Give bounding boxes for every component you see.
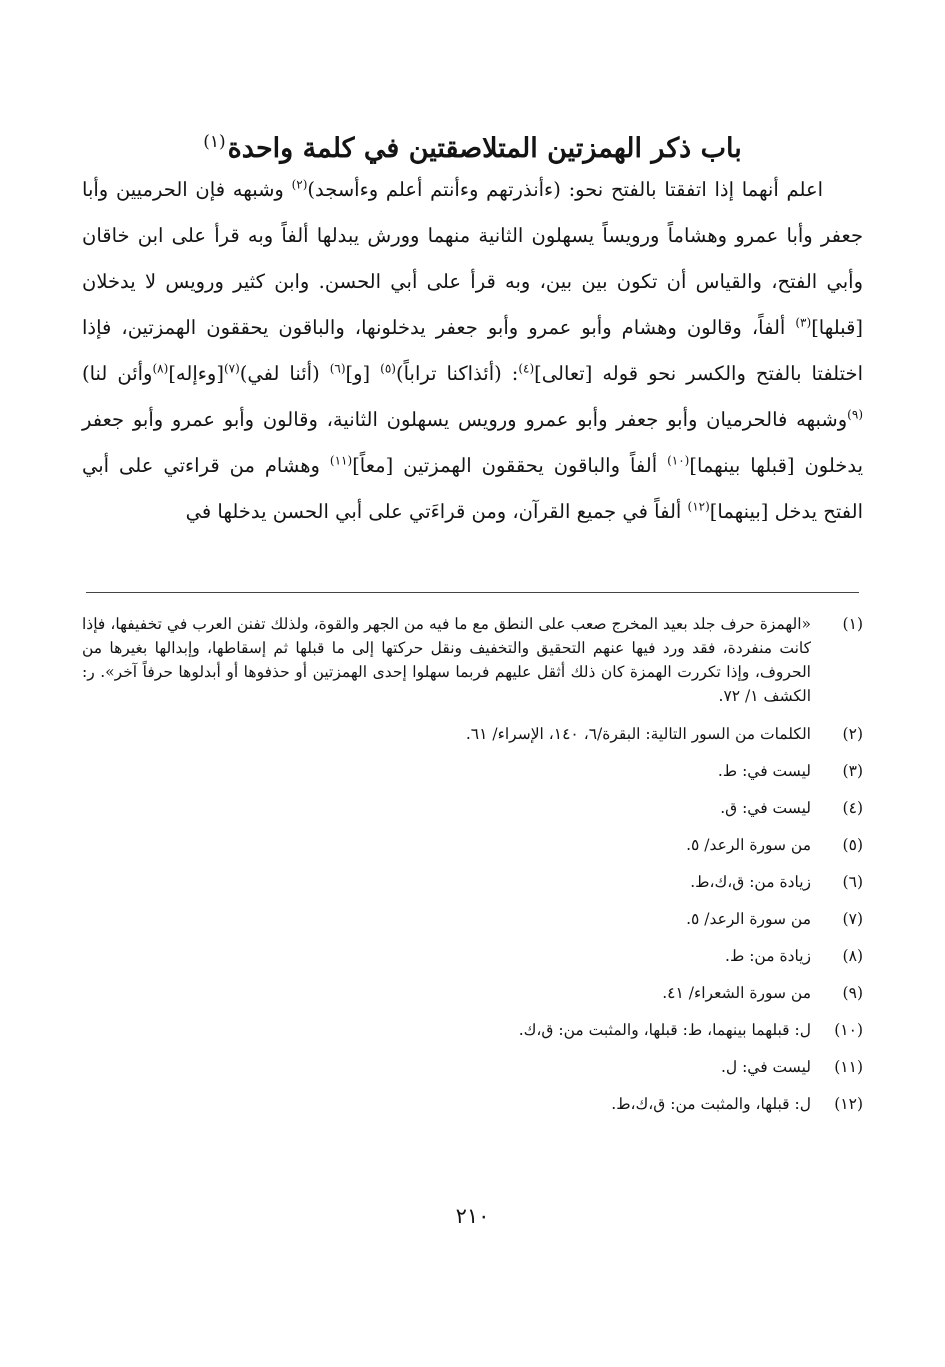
main-paragraph	[82, 167, 863, 535]
footnote-ref: (٤)	[518, 361, 535, 376]
text-segment: وأئن لنا)	[82, 362, 153, 385]
footnote-ref: (٦)	[329, 361, 346, 376]
text-segment: : (أئذاكنا تراباً)	[395, 362, 519, 385]
footnote-ref: (٥)	[380, 361, 396, 376]
footnote-number: (٩)	[842, 984, 863, 1002]
footnote-number: (٨)	[842, 947, 863, 965]
footnote-number: (١٢)	[834, 1095, 863, 1113]
footnote-text: من سورة الرعد/ ٥.	[686, 910, 811, 928]
footnote-item	[82, 833, 863, 870]
footnote-ref: (١٠)	[667, 453, 690, 468]
footnote-text: من سورة الشعراء/ ٤١.	[662, 984, 811, 1002]
footnote-item	[82, 722, 863, 759]
footnote-ref: (٣)	[795, 315, 812, 330]
text-segment: وهشام من قراءتي على أبي الفتح يدخل [بينهما]	[82, 454, 863, 523]
footnote-item	[82, 612, 863, 708]
footnotes	[82, 612, 863, 1129]
footnote-text: ليست في: ل.	[720, 1058, 811, 1076]
footnote-number: (٥)	[842, 836, 863, 854]
footnote-text: الكلمات من السور التالية: البقرة/٦، ١٤٠، الإسراء/ ٦١.	[465, 725, 811, 743]
footnote-ref: (١١)	[329, 453, 353, 468]
text-segment: ألفاً والباقون يحققون الهمزتين [معاً]	[352, 454, 668, 477]
footnote-text: زيادة من: ق،ك،ط.	[690, 873, 811, 891]
footnote-ref: (١٢)	[687, 499, 710, 514]
footnote-ref: (٢)	[291, 177, 308, 192]
footnote-item	[82, 796, 863, 833]
footnote-item	[82, 1055, 863, 1092]
footnote-number: (٢)	[842, 725, 863, 743]
footnote-text: ليست في: ق.	[720, 799, 811, 817]
footnote-text: من سورة الرعد/ ٥.	[686, 836, 811, 854]
main-text	[82, 167, 863, 535]
footnote-number: (٦)	[842, 873, 863, 891]
text-segment: [وءإله]	[168, 362, 224, 385]
text-segment: وشبهه فالحرميان وأبو جعفر وأبو عمرو ورويس يسهلون الثانية، وقالون وأبو عمرو وأبو جعفر يدخلون [قبلها بينهما]	[82, 408, 864, 477]
chapter-title-text: باب ذكر الهمزتين المتلاصقتين في كلمة واحدة	[227, 133, 742, 165]
footnote-item	[82, 1018, 863, 1055]
footnote-item	[82, 1092, 863, 1129]
text-segment: ألفاً، وقالون وهشام وأبو عمرو وأبو جعفر يدخلونها، والباقون يحققون الهمزتين، فإذا اختلفتا بالفتح والكسر نحو قوله [تعالى]	[82, 316, 863, 385]
chapter-title-footnote-ref: (١)	[203, 132, 226, 153]
footnote-separator	[86, 592, 859, 593]
footnote-item	[82, 907, 863, 944]
footnote-ref: (٨)	[152, 361, 169, 376]
footnote-item	[82, 870, 863, 907]
footnote-text: زيادة من: ط.	[725, 947, 811, 965]
footnote-number: (١)	[842, 615, 863, 633]
chapter-title	[80, 122, 865, 169]
footnote-ref: (٩)	[847, 407, 863, 422]
text-segment: ألفاً في جميع القرآن، ومن قراءَتي على أبي الحسن يدخلها في	[185, 500, 688, 523]
footnote-ref: (٧)	[223, 361, 240, 376]
text-segment: (أئنا لفي)	[239, 362, 330, 385]
footnote-item	[82, 981, 863, 1018]
footnote-number: (٧)	[842, 910, 863, 928]
text-segment: [و]	[345, 362, 381, 385]
footnote-item	[82, 944, 863, 981]
footnote-number: (٣)	[842, 762, 863, 780]
footnote-number: (٤)	[842, 799, 863, 817]
footnote-text: «الهمزة حرف جلد بعيد المخرج صعب على النطق مع ما فيه من الجهر والقوة، ولذلك تفنن العرب في تخفيفها، فإذا كانت منفردة، فقد ورد فيها عنهم التحقيق والتخفيف ونقل حركتها إلى ما قبلها ثم إسقاطها، وإبدالها بغيرها من الحروف، وإذا تكررت الهمزة كان ذلك أثقل عليهم فربما سهلوا إحدى الهمزتين أو حذفوها أو أبدلوها حرفاً آخر». ر: الكشف ١/ ٧٢.	[82, 615, 811, 705]
footnote-number: (١١)	[834, 1058, 863, 1076]
footnote-number: (١٠)	[834, 1021, 863, 1039]
text-segment: اعلم أنهما إذا اتفقتا بالفتح نحو: (ءأنذرتهم وءأنتم أعلم وءأسجد)	[307, 178, 823, 201]
text-segment: وشبهه فإن الحرميين وأبا جعفر وأبا عمرو وهشاماً ورويساً يسهلون الثانية منهما وورش يبدلها ألفاً وبه قرأ على ابن خاقان وأبي الفتح، والقياس أن تكون بين بين، وبه قرأ على أبي الحسن. وابن كثير ورويس لا يدخلان [قبلها]	[82, 178, 863, 339]
footnote-text: ل: قبلها، والمثبت من: ق،ك،ط.	[611, 1095, 811, 1113]
footnote-text: ليست في: ط.	[717, 762, 811, 780]
page-number: ٢١٠	[455, 1204, 490, 1228]
footnote-text: ل: قبلهما بينهما، ط: قبلها، والمثبت من: ق،ك.	[518, 1021, 811, 1039]
footnote-item	[82, 759, 863, 796]
